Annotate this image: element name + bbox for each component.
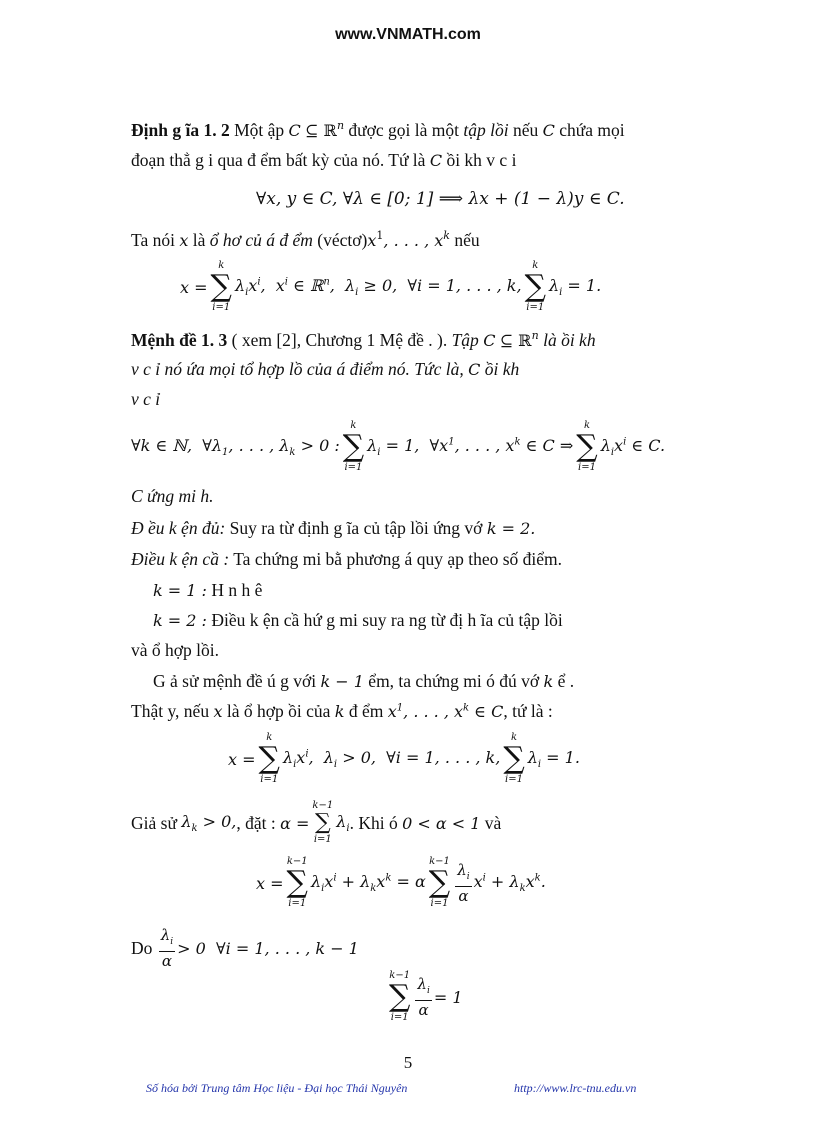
induction-line1: G ả sử mệnh đề ú g với k − 1 ểm, ta chứng mi ó đú vớ k ể . xyxy=(153,671,575,691)
proof-title: C ứng mi h. xyxy=(131,486,214,506)
proposition-1-3-line3: v c ỉ xyxy=(131,389,161,409)
formula-convex-combination: x = k ∑ i=1 $\lambda_ix^i$, $x^i$ ∈ ℝ$^n$, $\lambda_i \ge 0$, ∀i = 1, . . . , k, k ∑ i=1 $\lambda_i = 1$. xyxy=(180,260,602,313)
definition-label: Định g ĩa 1. 2 xyxy=(131,119,230,140)
footer-digitized-by: Số hóa bởi Trung tâm Học liệu - Đại học Thái Nguyên xyxy=(146,1081,408,1095)
definition-1-2-line2: đoạn thẳ g i qua đ ểm bất kỳ của nó. Tứ là C ồi kh v c i xyxy=(131,150,517,170)
do-line: Do $\frac{\lambda_i}{\alpha}$ > 0 ∀i = 1, . . . , k − 1 xyxy=(131,926,359,970)
formula-decomposition: x = k−1 ∑ i=1 $\lambda_ix^i + \lambda_kx^k = \alpha$ k−1 ∑ i=1 $\frac{\lambda_i}{\alpha}$ $x^i + \lambda_kx^k$. xyxy=(256,856,546,909)
convex-combination-line: Ta nói x là ổ hơ củ á đ ểm $(véctơ)x^1$, . . . , $x^k$ nếu xyxy=(131,229,480,250)
formula-convex: ∀x, y ∈ C, ∀λ ∈ [0; 1] ⟹ λx + (1 − λ)y ∈ C. xyxy=(256,189,625,209)
case-k2-line2: và ổ hợp lồi. xyxy=(131,640,219,660)
necessary-condition: Điều k ện cầ : Ta chứng mi bằ phương á quy ạp theo số điểm. xyxy=(131,549,563,569)
formula-proposition: ∀k ∈ ℕ, $\forall\lambda_1$, . . . , $\lambda_k > 0$ : k ∑ i=1 $\lambda_i = 1$, $\forall x^1$, . . . , $x^k$ ∈ C ⇒ k ∑ i=1 $\lambda_ix^i$ ∈ C. xyxy=(131,420,666,473)
site-header: www.VNMATH.com xyxy=(335,26,481,43)
page-number: 5 xyxy=(403,1053,413,1072)
proposition-1-3-line1: Mệnh đề 1. 3 ( xem [2], Chương 1 Mệ đề . ). Tập C ⊆ ℝ$^n$ là ồi kh xyxy=(131,329,596,350)
formula-induction: x = k ∑ i=1 $\lambda_ix^i$, $\lambda_i > 0$, ∀i = 1, . . . , k, k ∑ i=1 $\lambda_i = 1$. xyxy=(228,732,580,785)
alpha-definition-line: Giả sử $\lambda_k > 0$, , đặt : α = k−1 ∑ i=1 $\lambda_i$ . Khi ó 0 < α < 1 và xyxy=(131,800,502,845)
induction-line2: Thật y, nếu x là ổ hợp ồi của k đ ểm $x^1$, . . . , $x^k$ ∈ C, tứ là : xyxy=(131,701,553,721)
definition-1-2-line1: Định g ĩa 1. 2 Một ập C ⊆ ℝ$^n$ được gọi là một tập lồi nếu C chứa mọi xyxy=(131,119,625,140)
proposition-1-3-line2: v c ỉ nó ứa mọi tổ hợp lồ của á điểm nó. Tức là, C ồi kh xyxy=(131,359,520,379)
sufficient-condition: Đ ều k ện đủ: Suy ra từ định g ĩa củ tập lồi ứng vớ k = 2. xyxy=(131,518,536,538)
proposition-label: Mệnh đề 1. 3 xyxy=(131,329,228,350)
case-k2: k = 2 : Điều k ện cầ hứ g mi suy ra ng từ đị h ĩa củ tập lồi xyxy=(153,610,563,630)
case-k1: k = 1 : H n h ê xyxy=(153,580,263,600)
formula-sum-one: k−1 ∑ i=1 $\frac{\lambda_i}{\alpha}$ = 1 xyxy=(389,970,463,1023)
term-convex-set: tập lồi xyxy=(463,119,509,140)
footer-url-link[interactable]: http://www.lrc-tnu.edu.vn xyxy=(514,1081,637,1095)
